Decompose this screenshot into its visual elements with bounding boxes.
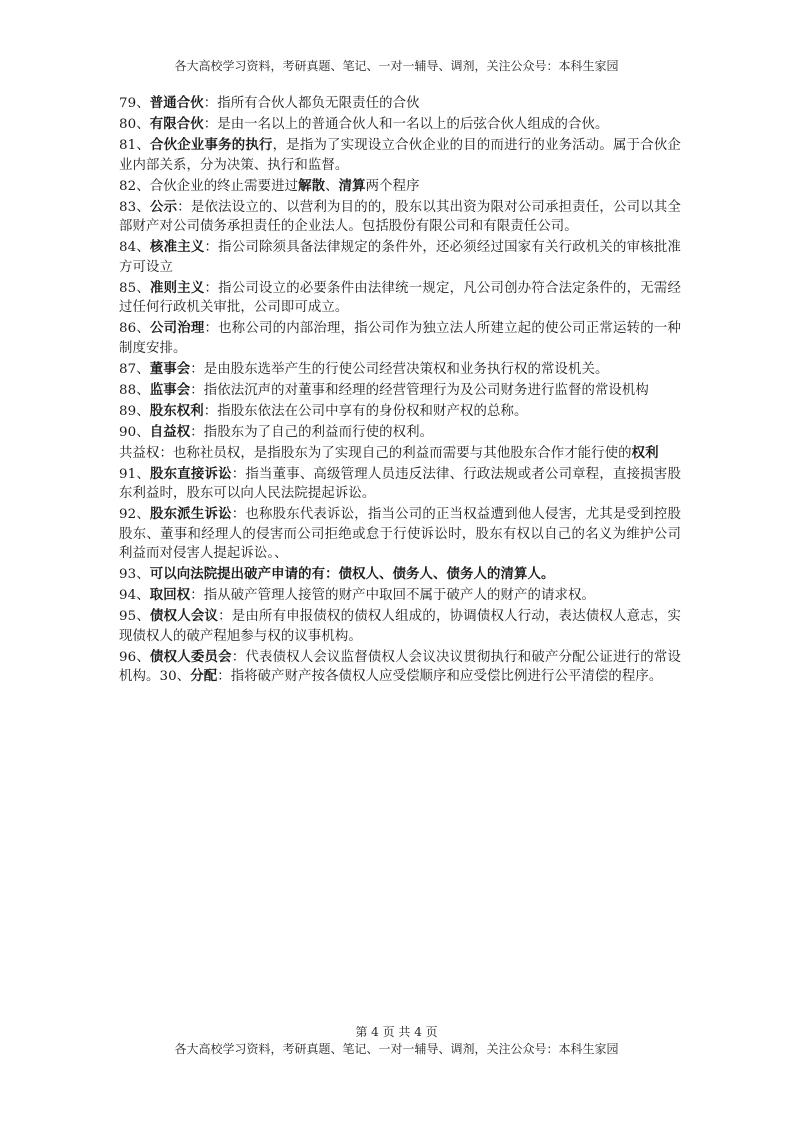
entry-82: 82、合伙企业的终止需要进过解散、清算两个程序 — [119, 177, 420, 194]
term: 监事会 — [149, 381, 191, 398]
entry-92: 92、股东派生诉讼：也称股东代表诉讼，指当公司的正当权益遭到他人侵害，尤其是受到控股股东、董事和经理人的侵害而公司拒绝或怠于行使诉讼时，股东有权以自己的名义为维护公司利益而对侵害人提起诉讼。、 — [119, 506, 682, 561]
entry-88: 88、监事会：指依法沉声的对董事和经理的经营管理行为及公司财务进行监督的常设机构 — [119, 381, 649, 398]
term: 自益权 — [149, 423, 191, 440]
entry-89: 89、股东权利：指股东依法在公司中享有的身份权和财产权的总称。 — [119, 402, 528, 419]
entry-84: 84、核准主义：指公司除须具备法律规定的条件外，还必须经过国家有关行政机关的审核批准方可设立 — [119, 239, 682, 275]
entry-common-benefit: 共益权：也称社员权，是指股东为了实现自己的利益而需要与其他股东合作才能行使的权利 — [119, 444, 659, 461]
term: 债权人委员会 — [150, 648, 232, 665]
term: 合伙企业事务的执行 — [150, 137, 273, 153]
entry-90: 90、自益权：指股东为了自己的利益而行使的权利。 — [119, 423, 434, 440]
entry-93: 93、可以向法院提出破产申请的有：债权人、债务人、债务人的清算人。 — [119, 566, 555, 582]
term: 公司治理 — [150, 320, 205, 336]
term: 债权人会议 — [150, 608, 219, 624]
header-text: 各大高校学习资料，考研真题、笔记、一对一辅导、调剂，关注公众号：本科生家园 — [174, 59, 619, 73]
entry-81: 81、合伙企业事务的执行，是指为了实现设立合伙企业的目的而进行的业务活动。属于合伙企业内部关系，分为决策、执行和监督。 — [119, 137, 682, 173]
term: 核准主义 — [150, 239, 205, 255]
page-footer — [0, 1024, 793, 1058]
entry-91: 91、股东直接诉讼：指当董事、高级管理人员违反法律、行政法规或者公司章程，直接损害股东利益时，股东可以向人民法院提起诉讼。 — [119, 465, 682, 501]
entry-80: 80、有限合伙：是由一名以上的普通合伙人和一名以上的后弦合伙人组成的合伙。 — [119, 116, 609, 132]
term: 可以向法院提出破产申请的有：债权人、债务人、债务人的清算人。 — [149, 566, 555, 582]
term: 普通合伙 — [149, 95, 204, 111]
entry-94: 94、取回权：指从破产管理人接管的财产中取回不属于破产人的财产的请求权。 — [119, 587, 595, 603]
entry-79: 79、普通合伙：指所有合伙人都负无限责任的合伙 — [119, 95, 420, 111]
entry-86: 86、公司治理：也称公司的内部治理，指公司作为独立法人所建立起的使公司正常运转的一种制度安排。 — [119, 320, 682, 356]
term: 股东直接诉讼 — [150, 465, 232, 482]
entry-95: 95、债权人会议：是由所有申报债权的债权人组成的，协调债权人行动，表达债权人意志，实现债权人的破产程旭参与权的议事机构。 — [119, 608, 681, 644]
page-number: 第 4 页 共 4 页 — [355, 1025, 438, 1039]
term: 董事会 — [149, 360, 191, 377]
page-header — [0, 58, 793, 74]
term: 股东权利 — [149, 402, 204, 419]
entry-83: 83、公示：是依法设立的、以营利为目的的，股东以其出资为限对公司承担责任，公司以其全部财产对公司债务承担责任的企业法人。包括股份有限公司和有限责任公司。 — [119, 198, 682, 234]
term: 有限合伙 — [149, 116, 204, 132]
document-body — [119, 94, 681, 688]
entry-87: 87、董事会：是由股东选举产生的行使公司经营决策权和业务执行权的常设机关。 — [119, 360, 609, 377]
entry-85: 85、准则主义：指公司设立的必要条件由法律统一规定，凡公司创办符合法定条件的，无需经过任何行政机关审批，公司即可成立。 — [119, 279, 682, 315]
term: 准则主义 — [150, 279, 205, 296]
term: 股东派生诉讼 — [150, 506, 232, 522]
entry-96: 96、债权人委员会：代表债权人会议监督债权人会议决议贯彻执行和破产分配公证进行的常设机构。30、分配：指将破产财产按各债权人应受偿顺序和应受偿比例进行公平清偿的程序。 — [119, 648, 682, 684]
term: 公示 — [150, 198, 178, 215]
footer-text: 各大高校学习资料，考研真题、笔记、一对一辅导、调剂，关注公众号：本科生家园 — [174, 1042, 619, 1056]
term: 取回权 — [149, 587, 191, 603]
